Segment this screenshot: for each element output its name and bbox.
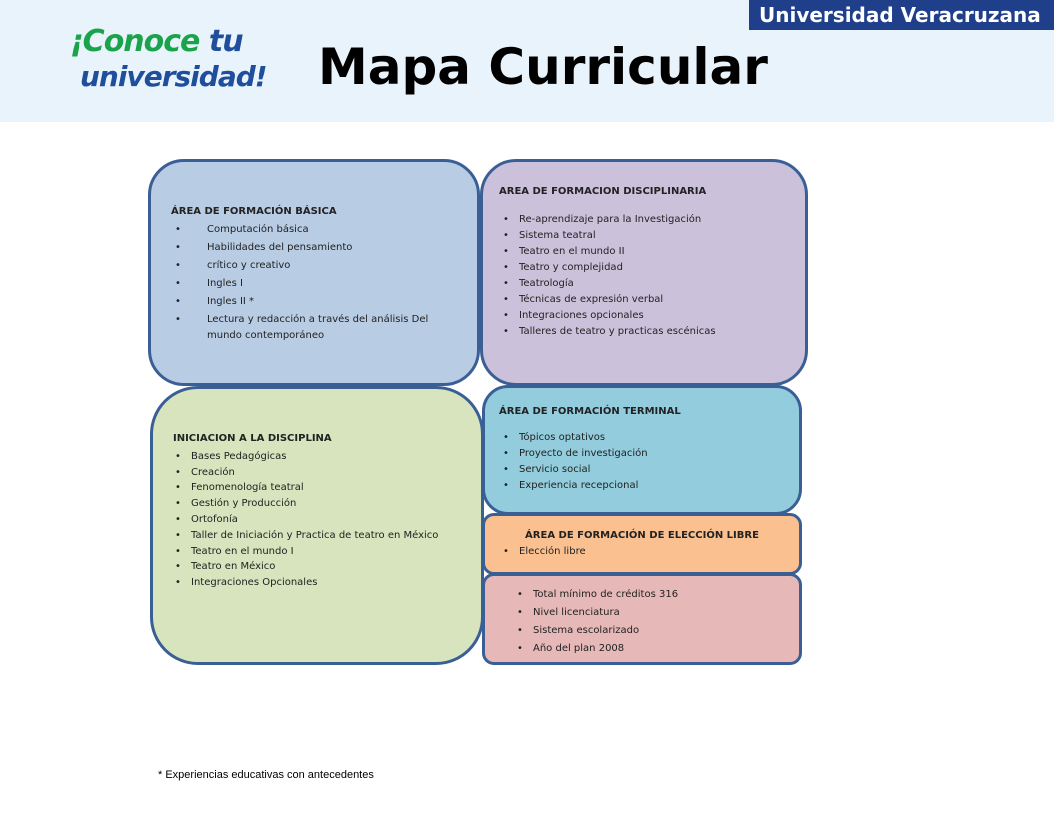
footnote: * Experiencias educativas con antecedentes bbox=[158, 769, 374, 781]
list-item: • Nivel licenciatura bbox=[499, 604, 785, 622]
area-basica-box bbox=[148, 159, 480, 386]
list-item: • Experiencia recepcional bbox=[499, 478, 785, 494]
area-basica-list bbox=[171, 222, 463, 344]
list-item: • Teatro en México bbox=[173, 559, 467, 575]
logo-text-universidad: universidad! bbox=[80, 60, 267, 93]
list-item: • Talleres de teatro y practicas escénicas bbox=[499, 324, 791, 340]
list-item: • Elección libre bbox=[499, 544, 785, 560]
list-item: • Año del plan 2008 bbox=[499, 640, 785, 658]
list-item: • Bases Pedagógicas bbox=[173, 449, 467, 465]
header-band bbox=[0, 0, 1054, 122]
page-title: Mapa Curricular bbox=[318, 38, 768, 96]
area-terminal-box bbox=[482, 385, 802, 515]
area-iniciacion-box bbox=[150, 386, 484, 665]
area-eleccion-libre-box bbox=[482, 513, 802, 575]
plan-summary-list bbox=[499, 586, 785, 658]
area-iniciacion-title: INICIACION A LA DISCIPLINA bbox=[173, 433, 332, 444]
list-item: • Taller de Iniciación y Practica de teatro en México bbox=[173, 528, 467, 544]
list-item: • Proyecto de investigación bbox=[499, 446, 785, 462]
list-item: • Lectura y redacción a través del análisis Del mundo contemporáneo bbox=[171, 312, 463, 344]
list-item: • Re-aprendizaje para la Investigación bbox=[499, 212, 791, 228]
conoce-tu-universidad-logo bbox=[70, 24, 270, 96]
list-item: • crítico y creativo bbox=[171, 258, 463, 274]
area-iniciacion-list bbox=[173, 449, 467, 591]
area-disciplinaria-title: AREA DE FORMACION DISCIPLINARIA bbox=[499, 186, 707, 197]
area-terminal-list bbox=[499, 430, 785, 494]
list-item: • Total mínimo de créditos 316 bbox=[499, 586, 785, 604]
institution-banner: Universidad Veracruzana bbox=[749, 0, 1054, 30]
list-item: • Ingles II * bbox=[171, 294, 463, 310]
logo-text-conoce: ¡Conoce bbox=[70, 24, 209, 59]
list-item: • Integraciones Opcionales bbox=[173, 575, 467, 591]
list-item: • Computación básica bbox=[171, 222, 463, 238]
list-item: • Ortofonía bbox=[173, 512, 467, 528]
list-item: • Sistema teatral bbox=[499, 228, 791, 244]
list-item: • Teatrología bbox=[499, 276, 791, 292]
list-item: • Servicio social bbox=[499, 462, 785, 478]
list-item: • Técnicas de expresión verbal bbox=[499, 292, 791, 308]
logo-text-tu: tu bbox=[208, 24, 243, 59]
list-item: • Sistema escolarizado bbox=[499, 622, 785, 640]
plan-summary-box bbox=[482, 573, 802, 665]
list-item: • Integraciones opcionales bbox=[499, 308, 791, 324]
list-item: • Teatro en el mundo I bbox=[173, 544, 467, 560]
list-item: • Teatro en el mundo II bbox=[499, 244, 791, 260]
area-disciplinaria-box bbox=[480, 159, 808, 386]
list-item: • Tópicos optativos bbox=[499, 430, 785, 446]
area-disciplinaria-list bbox=[499, 212, 791, 340]
list-item: • Ingles I bbox=[171, 276, 463, 292]
area-eleccion-libre-list bbox=[499, 544, 785, 560]
area-terminal-title: ÁREA DE FORMACIÓN TERMINAL bbox=[499, 406, 681, 417]
list-item: • Habilidades del pensamiento bbox=[171, 240, 463, 256]
list-item: • Gestión y Producción bbox=[173, 496, 467, 512]
list-item: • Creación bbox=[173, 465, 467, 481]
list-item: • Fenomenología teatral bbox=[173, 480, 467, 496]
list-item: • Teatro y complejidad bbox=[499, 260, 791, 276]
area-basica-title: ÁREA DE FORMACIÓN BÁSICA bbox=[171, 206, 337, 217]
area-eleccion-libre-title: ÁREA DE FORMACIÓN DE ELECCIÓN LIBRE bbox=[525, 530, 759, 541]
